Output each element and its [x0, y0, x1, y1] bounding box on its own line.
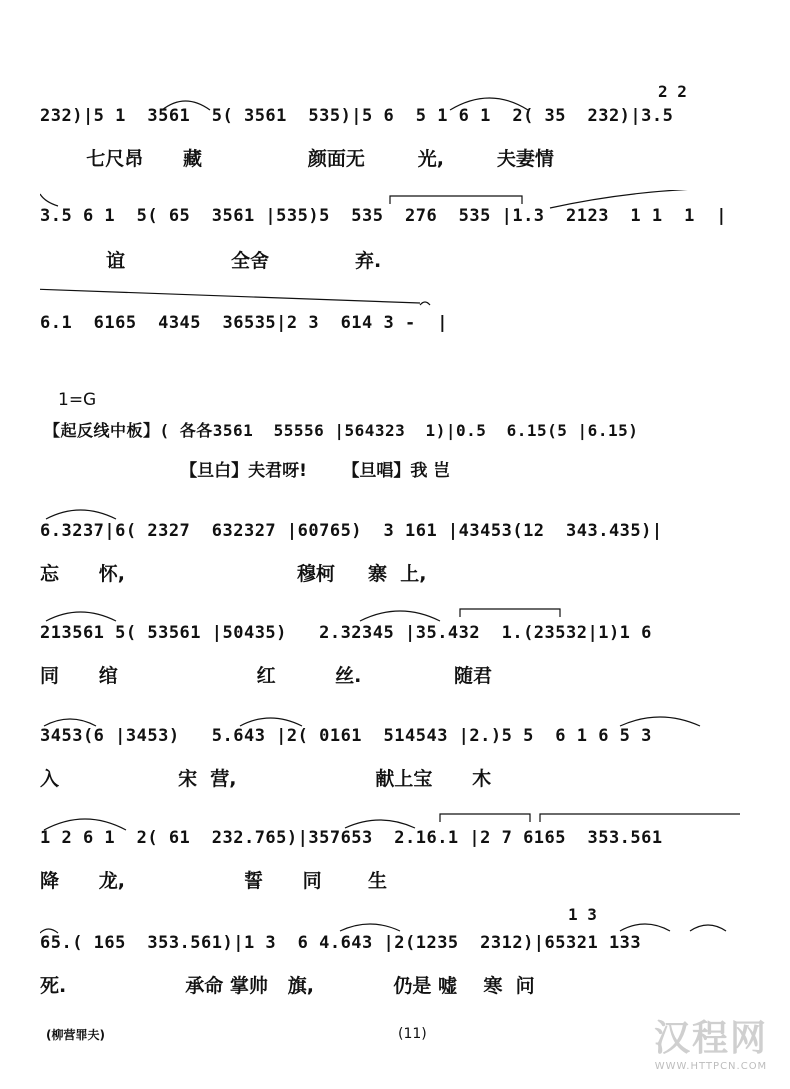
notation-row: 213561 5( 53561 |50435) 2.32345 |35.432 1.(23532|1)1 6: [40, 623, 652, 643]
opera-title-footer: (柳营罪夫): [46, 1028, 105, 1042]
notation-row: 3.5 6 1 5( 65 3561 |535)5 535 276 535 |1.3 2123 1 1 1 |: [40, 206, 728, 226]
lyrics-row: 谊 全舍 弃.: [40, 250, 382, 272]
lyrics-row: 死. 承命 掌帅 旗, 仍是 嘘 寒 问: [40, 975, 535, 997]
lyrics-row: 同 绾 红 丝. 随君: [40, 665, 492, 687]
volta-marking-1: 2 2: [658, 82, 687, 101]
key-signature: 1=G: [58, 390, 97, 410]
notation-row: 6.1 6165 4345 36535|2 3 614 3 - |: [40, 313, 448, 333]
watermark-text: 汉程网: [653, 1018, 768, 1059]
lyrics-row: 忘 怀, 穆柯 寨 上,: [40, 563, 427, 585]
notation-row: 65.( 165 353.561)|1 3 6 4.643 |2(1235 2312)|65321 133: [40, 933, 642, 953]
lyrics-row: 七尺昂 藏 颜面无 光, 夫妻情: [40, 148, 554, 170]
lyrics-row: 入 宋 营, 献上宝 木: [40, 768, 492, 790]
watermark-url: WWW.HTTPCN.COM: [654, 1061, 768, 1072]
notation-row: 1 2 6 1 2( 61 232.765)|357653 2.16.1 |2 7 6165 353.561: [40, 828, 663, 848]
lyrics-row: 【旦白】夫君呀! 【旦唱】我 岂: [44, 461, 451, 481]
notation-row: 【起反线中板】( 各各3561 55556 |564323 1)|0.5 6.15(5 |6.15): [44, 421, 639, 440]
lyrics-row: 降 龙, 誓 同 生: [40, 870, 387, 892]
page-number: (11): [398, 1026, 427, 1042]
site-watermark: [654, 1010, 768, 1072]
volta-marking-2: 1 3: [568, 905, 597, 924]
notation-row: 6.3237|6( 2327 632327 |60765) 3 161 |43453(12 343.435)|: [40, 521, 663, 541]
notation-row: 3453(6 |3453) 5.643 |2( 0161 514543 |2.)5 5 6 1 6 5 3: [40, 726, 652, 746]
notation-row: 232)|5 1 3561 5( 3561 535)|5 6 5 1 6 1 2( 35 232)|3.5: [40, 106, 674, 126]
